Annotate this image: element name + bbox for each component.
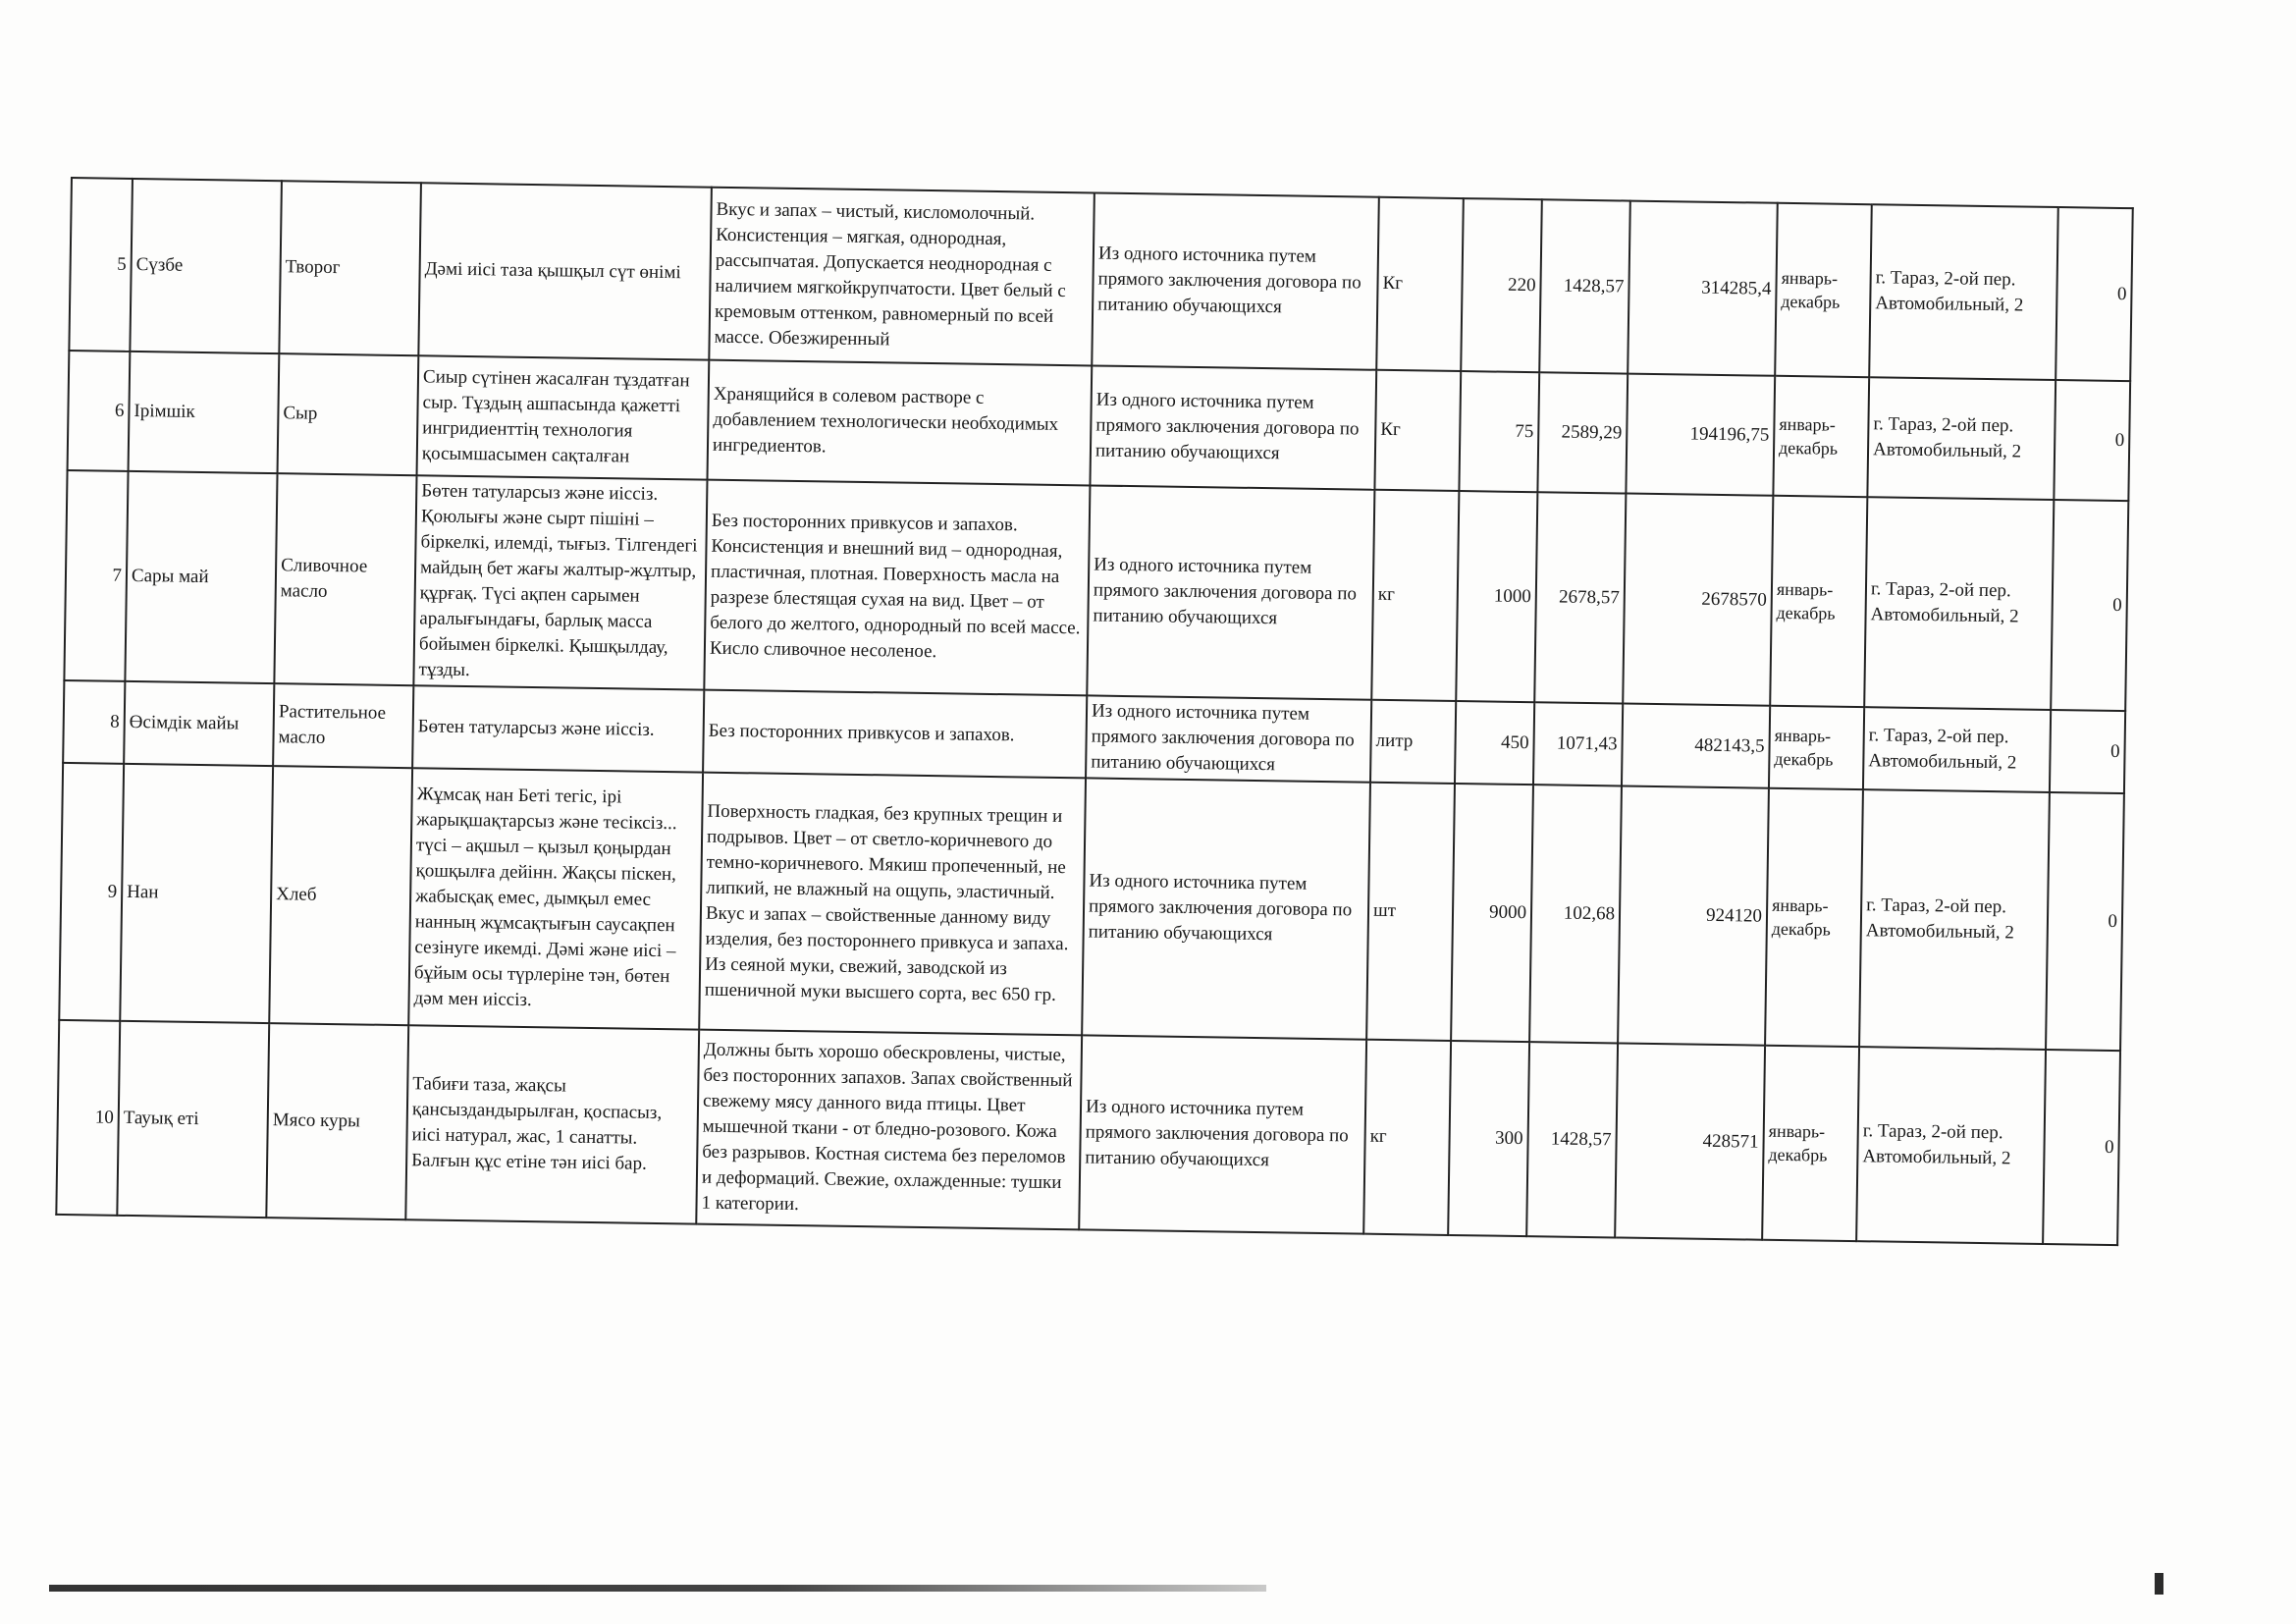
cell-unit-text: Кг	[1380, 418, 1401, 441]
table-body	[56, 178, 2132, 1245]
cell-delivery-address	[1869, 204, 2058, 380]
cell-procurement-method-text: Из одного источника путем прямого заключения договора по питанию обучающихся	[1085, 1096, 1349, 1171]
cell-advance-payment	[2043, 1050, 2120, 1245]
cell-delivery-address-text: г. Тараз, 2-ой пер. Автомобильный, 2	[1868, 725, 2017, 774]
cell-total-sum-text: 428571	[1702, 1130, 1759, 1153]
cell-name-ru-text: Сыр	[283, 403, 318, 424]
cell-unit-price	[1526, 1042, 1618, 1237]
cell-name-ru	[266, 1023, 408, 1219]
cell-name-kz	[125, 471, 277, 683]
cell-delivery-period-text: январь-декабрь	[1768, 1120, 1828, 1165]
cell-quantity-text: 9000	[1488, 901, 1527, 924]
scan-edge-bar	[49, 1585, 1266, 1592]
cell-description-ru	[709, 188, 1095, 366]
cell-description-ru	[704, 480, 1090, 696]
cell-description-ru-text: Без посторонних привкусов и запахов.	[708, 720, 1015, 746]
cell-total-sum-text: 314285,4	[1701, 277, 1772, 299]
cell-procurement-method	[1087, 485, 1374, 699]
cell-advance-payment	[2051, 500, 2128, 711]
cell-total-sum	[1615, 1043, 1765, 1239]
scanned-page	[55, 177, 2131, 1246]
cell-procurement-method	[1079, 1035, 1366, 1233]
cell-name-kz-text: Сары май	[131, 565, 209, 588]
cell-procurement-method	[1082, 778, 1370, 1039]
cell-quantity	[1448, 1041, 1529, 1236]
cell-description-kz	[412, 685, 704, 772]
cell-delivery-address-text: г. Тараз, 2-ой пер. Автомобильный, 2	[1870, 578, 2019, 627]
cell-total-sum-text: 482143,5	[1694, 734, 1765, 757]
cell-delivery-address	[1867, 377, 2056, 500]
cell-procurement-method	[1092, 192, 1379, 369]
cell-name-kz	[129, 352, 280, 473]
cell-row-number	[64, 470, 128, 681]
cell-row-number-text: 8	[110, 711, 120, 732]
cell-name-ru	[279, 181, 421, 355]
cell-unit-text: Кг	[1382, 272, 1404, 295]
cell-delivery-period-text: январь-декабрь	[1778, 413, 1839, 459]
cell-description-kz	[413, 475, 707, 689]
cell-total-sum	[1623, 494, 1773, 706]
cell-advance-payment-text: 0	[2116, 283, 2127, 305]
cell-procurement-method-text: Из одного источника путем прямого заключения договора по питанию обучающихся	[1095, 389, 1360, 464]
cell-name-kz-text: Ірімшік	[133, 400, 195, 422]
cell-description-ru-text: Без посторонних привкусов и запахов. Консистенция и внешний вид – однородная, пластичная, плотная. Поверхность масла на разрезе блестящая сухая на вид. Цвет – от белого до желтого, однородный по всей массе. Кисло сливочное несоленое.	[709, 510, 1081, 663]
cell-quantity-text: 300	[1494, 1127, 1523, 1150]
cell-description-ru-text: Поверхность гладкая, без крупных трещин и подрывов. Цвет – от светло-коричневого до темно-коричневого. Мякиш пропеченный, не липкий, не влажный на ощупь, эластичный. Вкус и запах – свойственные данному виду изделия, без постороннего привкуса и запаха. Из сеяной муки, свежий, заводской из пшеничной муки высшего сорта, вес 650 гр.	[704, 800, 1069, 1005]
cell-quantity	[1451, 784, 1533, 1042]
cell-name-ru-text: Творог	[285, 256, 341, 279]
cell-delivery-period	[1765, 788, 1863, 1047]
cell-name-kz-text: Тауық еті	[123, 1107, 199, 1130]
cell-advance-payment-text: 0	[2112, 594, 2122, 617]
cell-row-number-text: 10	[94, 1107, 114, 1128]
cell-delivery-address	[1863, 707, 2051, 792]
table-row	[69, 178, 2132, 381]
cell-delivery-address	[1864, 497, 2054, 710]
cell-advance-payment	[2056, 207, 2133, 381]
cell-name-kz-text: Сүзбе	[135, 254, 184, 276]
cell-unit-price-text: 2589,29	[1561, 421, 1623, 444]
cell-delivery-address-text: г. Тараз, 2-ой пер. Автомобильный, 2	[1875, 267, 2024, 316]
cell-advance-payment	[2050, 710, 2125, 793]
cell-unit-price	[1534, 492, 1626, 703]
cell-description-kz-text: Сиыр сүтінен жасалған тұздатған сыр. Тұздың ашпасында қажетті ингридиенттің технология қосымшасымен сақталған	[421, 366, 690, 467]
cell-row-number-text: 6	[114, 400, 125, 421]
cell-name-ru	[278, 353, 419, 475]
cell-quantity	[1455, 701, 1534, 785]
cell-name-ru-text: Растительное масло	[278, 701, 387, 748]
cell-unit-text: шт	[1372, 899, 1397, 922]
cell-name-ru-text: Хлеб	[276, 884, 317, 905]
cell-description-ru-text: Вкус и запах – чистый, кисломолочный. Консистенция – мягкая, однородная, рассыпчатая. Допускается неоднородная с наличием мягкойкрупчатости. Цвет белый с кремовым оттенком, равномерный по всей массе. Обезжиренный	[714, 198, 1066, 351]
cell-unit-price-text: 1428,57	[1550, 1128, 1612, 1151]
cell-row-number	[68, 351, 131, 471]
cell-name-kz	[117, 1021, 269, 1218]
cell-procurement-method-text: Из одного источника путем прямого заключения договора по питанию обучающихся	[1088, 870, 1353, 946]
cell-total-sum-text: 194196,75	[1689, 423, 1770, 446]
cell-advance-payment-text: 0	[2114, 429, 2125, 452]
cell-procurement-method	[1086, 695, 1371, 782]
cell-quantity-text: 75	[1515, 420, 1534, 443]
cell-name-ru	[273, 683, 413, 768]
cell-unit-price-text: 1071,43	[1556, 732, 1618, 755]
cell-delivery-period	[1770, 496, 1867, 707]
cell-row-number	[56, 1020, 120, 1216]
cell-row-number-text: 7	[112, 565, 123, 586]
cell-unit-text: литр	[1375, 730, 1414, 752]
cell-description-ru	[696, 1030, 1082, 1230]
cell-unit	[1371, 490, 1459, 701]
cell-unit-price-text: 1428,57	[1563, 275, 1625, 298]
cell-delivery-period-text: январь-декабрь	[1774, 725, 1834, 770]
cell-unit-text: кг	[1369, 1125, 1387, 1147]
cell-delivery-address	[1856, 1047, 2046, 1244]
cell-name-ru-text: Мясо куры	[272, 1110, 360, 1132]
cell-description-ru-text: Хранящийся в солевом растворе с добавлением технологически необходимых ингредиентов.	[712, 383, 1059, 458]
cell-procurement-method-text: Из одного источника путем прямого заключения договора по питанию обучающихся	[1093, 554, 1358, 629]
cell-delivery-address-text: г. Тараз, 2-ой пер. Автомобильный, 2	[1872, 413, 2022, 462]
cell-row-number	[59, 763, 124, 1021]
cell-quantity-text: 1000	[1493, 585, 1531, 608]
cell-total-sum	[1626, 374, 1775, 496]
cell-description-ru	[707, 360, 1092, 486]
cell-description-ru	[703, 690, 1087, 779]
cell-total-sum-text: 2678570	[1701, 588, 1767, 611]
cell-quantity-text: 450	[1500, 731, 1529, 754]
cell-name-kz	[120, 764, 273, 1023]
cell-unit	[1374, 370, 1461, 491]
cell-unit	[1376, 197, 1464, 371]
cell-unit	[1363, 1040, 1451, 1235]
cell-description-kz	[417, 355, 710, 479]
cell-name-kz-text: Өсімдік майы	[129, 711, 240, 734]
cell-total-sum	[1622, 704, 1770, 788]
cell-description-kz	[418, 183, 712, 359]
cell-name-kz-text: Нан	[127, 881, 159, 903]
cell-name-ru	[269, 766, 412, 1025]
cell-procurement-method	[1090, 365, 1376, 489]
cell-name-kz	[124, 681, 274, 766]
cell-delivery-address-text: г. Тараз, 2-ой пер. Автомобильный, 2	[1862, 1120, 2011, 1169]
cell-row-number-text: 5	[117, 253, 127, 275]
cell-delivery-period	[1775, 203, 1872, 377]
cell-advance-payment	[2054, 380, 2130, 501]
cell-delivery-address-text: г. Тараз, 2-ой пер. Автомобильный, 2	[1865, 894, 2014, 944]
cell-description-kz	[408, 768, 703, 1029]
cell-description-kz	[405, 1025, 699, 1223]
cell-total-sum-text: 924120	[1705, 904, 1763, 927]
cell-name-ru	[274, 473, 416, 685]
cell-description-kz-text: Дәмі иісі таза қышқыл сүт өнімі	[424, 258, 681, 284]
procurement-table	[55, 177, 2133, 1246]
cell-procurement-method-text: Из одного источника путем прямого заключения договора по питанию обучающихся	[1091, 700, 1355, 776]
cell-description-kz-text: Жұмсақ нан Беті тегіс, ірі жарықшақтарсыз және тесіксіз... түсі – ақшыл – қызыл қоңырдан қошқылға дейінн. Жақсы піскен, жабысқақ емес, дымқыл емес нанның жұмсақтығын саусақпен сезінуге икемді. Дәмі және иісі – бұйым осы түрлеріне тән, бөтен дәм мен иіссіз.	[413, 784, 677, 1011]
scan-corner-mark	[2155, 1573, 2163, 1595]
cell-unit-price-text: 2678,57	[1558, 586, 1620, 609]
cell-row-number	[69, 178, 133, 352]
cell-delivery-period-text: январь-декабрь	[1771, 894, 1831, 940]
cell-unit-text: кг	[1377, 583, 1396, 606]
cell-quantity	[1459, 371, 1539, 492]
cell-advance-payment-text: 0	[2104, 1136, 2114, 1158]
table-row	[56, 1020, 2120, 1245]
cell-quantity-text: 220	[1507, 274, 1536, 297]
cell-advance-payment-text: 0	[2108, 910, 2118, 933]
cell-unit	[1366, 783, 1455, 1041]
cell-row-number-text: 9	[107, 881, 118, 902]
cell-description-ru-text: Должны быть хорошо обескровлены, чистые, без посторонних запахов. Запах свойственный свежему мясу данного вида птицы. Цвет мышечной ткани - от бледно-розового. Кожа без разрывов. Костная система без переломов и деформаций. Свежие, охлажденные: тушки 1 категории.	[701, 1039, 1073, 1216]
table-row	[59, 763, 2124, 1051]
cell-unit	[1370, 700, 1456, 784]
cell-unit-price	[1539, 199, 1630, 373]
cell-total-sum	[1618, 786, 1769, 1046]
cell-unit-price	[1529, 785, 1622, 1043]
table-row	[64, 470, 2128, 711]
cell-delivery-period-text: январь-декабрь	[1776, 578, 1836, 623]
cell-description-kz-text: Бөтен татуларсыз және иіссіз. Қоюлығы және сырт пішіні – біркелкі, илемді, тығыз. Тілгендегі майдың бет жағы жалтыр-жұлтыр, құрғақ. Түсі ақпен сарымен аралығындағы, барлық масса бойымен біркелкі. Қышқылдау, тұзды.	[418, 480, 698, 681]
cell-delivery-period	[1762, 1046, 1859, 1241]
cell-delivery-period	[1773, 376, 1869, 497]
cell-procurement-method-text: Из одного источника путем прямого заключения договора по питанию обучающихся	[1097, 243, 1362, 318]
cell-row-number	[63, 680, 125, 764]
cell-advance-payment-text: 0	[2109, 740, 2120, 763]
cell-name-ru-text: Сливочное масло	[280, 555, 368, 602]
cell-description-kz-text: Бөтен татуларсыз және иіссіз.	[417, 716, 655, 740]
cell-delivery-period	[1769, 706, 1864, 789]
cell-description-kz-text: Табиғи таза, жақсы қансыздандырылған, қоспасыз, иісі натурал, жас, 1 санатты. Балғын құс етіне тән иісі бар.	[411, 1073, 663, 1174]
cell-name-kz	[130, 179, 282, 353]
cell-unit-price	[1533, 702, 1623, 785]
cell-unit-price	[1537, 372, 1628, 493]
cell-unit-price-text: 102,68	[1563, 902, 1616, 925]
cell-delivery-address	[1859, 789, 2050, 1050]
cell-quantity	[1456, 491, 1537, 702]
cell-quantity	[1461, 198, 1542, 372]
cell-total-sum	[1628, 201, 1778, 376]
cell-description-ru	[699, 773, 1086, 1036]
cell-delivery-period-text: январь-декабрь	[1781, 267, 1841, 312]
cell-advance-payment	[2046, 792, 2124, 1051]
